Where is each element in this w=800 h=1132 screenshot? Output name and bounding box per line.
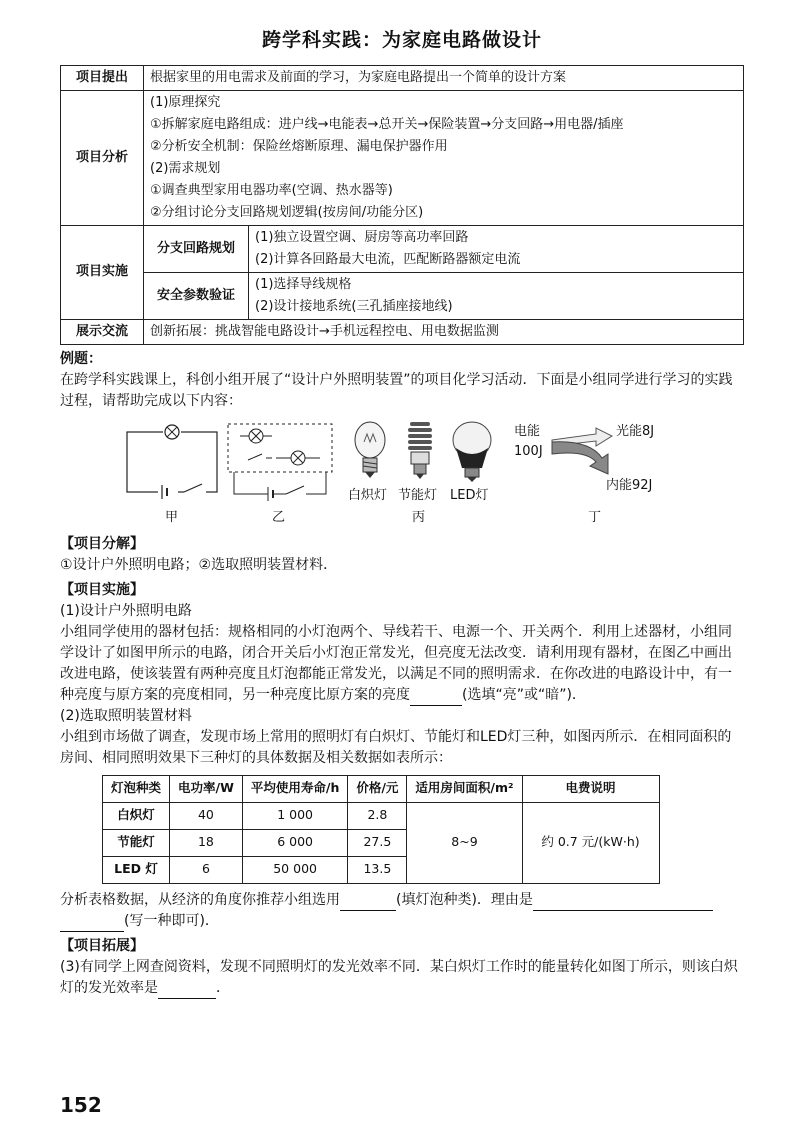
analysis-line: ②分组讨论分支回路规划逻辑(按房间/功能分区) xyxy=(150,204,424,220)
extend-tail: ． xyxy=(216,979,230,996)
safety-line: (1)选择导线规格 xyxy=(255,276,352,292)
show-head: 展示交流 xyxy=(61,319,144,344)
extend-text: (3)有同学上网查阅资料，发现不同照明灯的发光效率不同．某白炽灯工作时的能量转化如图丁所示，则该白炽灯的发光效率是 xyxy=(60,958,738,996)
page-number: 152 xyxy=(60,1093,102,1117)
page-title: 跨学科实践：为家庭电路做设计 xyxy=(261,29,542,51)
table-cell: 节能灯 xyxy=(103,829,170,856)
fee-cell: 约 0.7 元/(kW·h) xyxy=(522,802,659,883)
table-cell: 40 xyxy=(170,802,243,829)
part2-text: 小组到市场做了调查，发现市场上常用的照明灯有白炽灯、节能灯和LED灯三种，如图丙所示．在相同面积的房间、相同照明效果下三种灯的具体数据及相关数据如表所示： xyxy=(60,728,732,766)
part1-text-b: (选填“亮”或“暗”)． xyxy=(462,686,586,703)
reason-answer-blank-cont[interactable] xyxy=(60,915,124,932)
analysis-question xyxy=(60,890,744,932)
table-cell: 6 000 xyxy=(242,829,347,856)
analysis-head: 项目分析 xyxy=(61,90,144,225)
show-text: 创新拓展：挑战智能电路设计→手机远程控电、用电数据监测 xyxy=(144,319,744,344)
safety-cell xyxy=(249,272,744,319)
part1-text-a: 小组同学使用的器材包括：规格相同的小灯泡两个、导线若干、电源一个、开关两个．利用上述器材，小组同学设计了如图甲所示的电路，闭合开关后小灯泡正常发光，但亮度无法改变．请利用现有器材，在图乙中画出改进电路，使该装置有两种亮度且灯泡都能正常发光，以满足不同的照明需求．在你改进的电路设计中，有一种亮度与原方案的亮度相同，另一种亮度比原方案的亮度 xyxy=(60,623,732,703)
table-cell: 27.5 xyxy=(348,829,407,856)
analysis-line: ①拆解家庭电路组成：进户线→电能表→总开关→保险装置→分支回路→用电器/插座 xyxy=(150,116,624,132)
circuit-yi-diagram xyxy=(220,422,340,504)
table-header: 价格/元 xyxy=(348,775,407,802)
branch-head: 分支回路规划 xyxy=(144,225,249,272)
implement-head: 项目实施 xyxy=(61,225,144,319)
page xyxy=(60,26,744,999)
led-bulb-icon xyxy=(450,420,494,484)
energy-light-label: 光能8J xyxy=(616,423,655,439)
analysis-text-b: (填灯泡种类)．理由是 xyxy=(396,891,533,908)
analysis-line: (1)原理探究 xyxy=(150,94,221,110)
figure-yi-caption: 乙 xyxy=(272,509,286,525)
extend-label: 【项目拓展】 xyxy=(60,937,144,954)
implementation-label: 【项目实施】 xyxy=(60,581,144,598)
table-cell: 18 xyxy=(170,829,243,856)
analysis-line: (2)需求规划 xyxy=(150,160,221,176)
analysis-line: ②分析安全机制：保险丝熔断原理、漏电保护器作用 xyxy=(150,138,448,154)
decompose-label: 【项目分解】 xyxy=(60,535,144,552)
energy-saving-bulb-icon xyxy=(402,420,438,482)
table-cell: 1 000 xyxy=(242,802,347,829)
branch-line: (1)独立设置空调、厨房等高功率回路 xyxy=(255,229,469,245)
lamp-name-energy-saving: 节能灯 xyxy=(398,487,438,503)
safety-head: 安全参数验证 xyxy=(144,272,249,319)
table-header: 灯泡种类 xyxy=(103,775,170,802)
figure-bing-caption: 丙 xyxy=(412,509,426,525)
analysis-line: ①调查典型家用电器功率(空调、热水器等) xyxy=(150,182,393,198)
propose-text: 根据家里的用电需求及前面的学习，为家庭电路提出一个简单的设计方案 xyxy=(144,65,744,90)
circuit-jia-diagram xyxy=(122,422,222,504)
analysis-text-a: 分析表格数据，从经济的角度你推荐小组选用 xyxy=(60,891,340,908)
energy-input-value: 100J xyxy=(514,443,543,459)
part2-title: (2)选取照明装置材料 xyxy=(60,707,192,724)
energy-input-label: 电能 xyxy=(514,423,541,439)
example-intro: 在跨学科实践课上，科创小组开展了“设计户外照明装置”的项目化学习活动．下面是小组同学进行学习的实践过程，请帮助完成以下内容： xyxy=(60,371,733,409)
branch-line: (2)计算各回路最大电流，匹配断路器额定电流 xyxy=(255,251,521,267)
propose-head: 项目提出 xyxy=(61,65,144,90)
table-header: 电费说明 xyxy=(522,775,659,802)
energy-heat-label: 内能92J xyxy=(606,477,653,493)
part1-title: (1)设计户外照明电路 xyxy=(60,602,192,619)
table-cell: 50 000 xyxy=(242,856,347,883)
table-cell: 2.8 xyxy=(348,802,407,829)
lamp-name-incandescent: 白炽灯 xyxy=(348,487,388,503)
extend-question xyxy=(60,957,744,999)
incandescent-bulb-icon xyxy=(352,420,388,482)
table-header: 电功率/W xyxy=(170,775,243,802)
project-plan-table xyxy=(60,65,744,345)
figures-row xyxy=(60,420,744,530)
table-row xyxy=(103,802,660,829)
example-label: 例题： xyxy=(60,350,102,367)
table-cell: LED 灯 xyxy=(103,856,170,883)
analysis-cell xyxy=(144,90,744,225)
part1-text xyxy=(60,622,744,706)
lamp-data-table xyxy=(102,775,660,884)
branch-cell xyxy=(249,225,744,272)
brightness-answer-blank[interactable] xyxy=(410,689,462,706)
table-cell: 13.5 xyxy=(348,856,407,883)
table-cell: 白炽灯 xyxy=(103,802,170,829)
efficiency-answer-blank[interactable] xyxy=(158,982,216,999)
safety-line: (2)设计接地系统(三孔插座接地线) xyxy=(255,298,453,314)
table-header: 平均使用寿命/h xyxy=(242,775,347,802)
decompose-text: ①设计户外照明电路；②选取照明装置材料． xyxy=(60,556,338,573)
table-header: 适用房间面积/m² xyxy=(407,775,522,802)
lamp-name-led: LED灯 xyxy=(450,487,489,503)
lamp-type-answer-blank[interactable] xyxy=(340,894,396,911)
reason-answer-blank[interactable] xyxy=(533,894,713,911)
table-header-row xyxy=(103,775,660,802)
analysis-text-c: (写一种即可)． xyxy=(124,912,219,929)
figure-ding-caption: 丁 xyxy=(588,509,602,525)
table-cell: 6 xyxy=(170,856,243,883)
figure-jia-caption: 甲 xyxy=(165,509,179,525)
area-cell: 8~9 xyxy=(407,802,522,883)
